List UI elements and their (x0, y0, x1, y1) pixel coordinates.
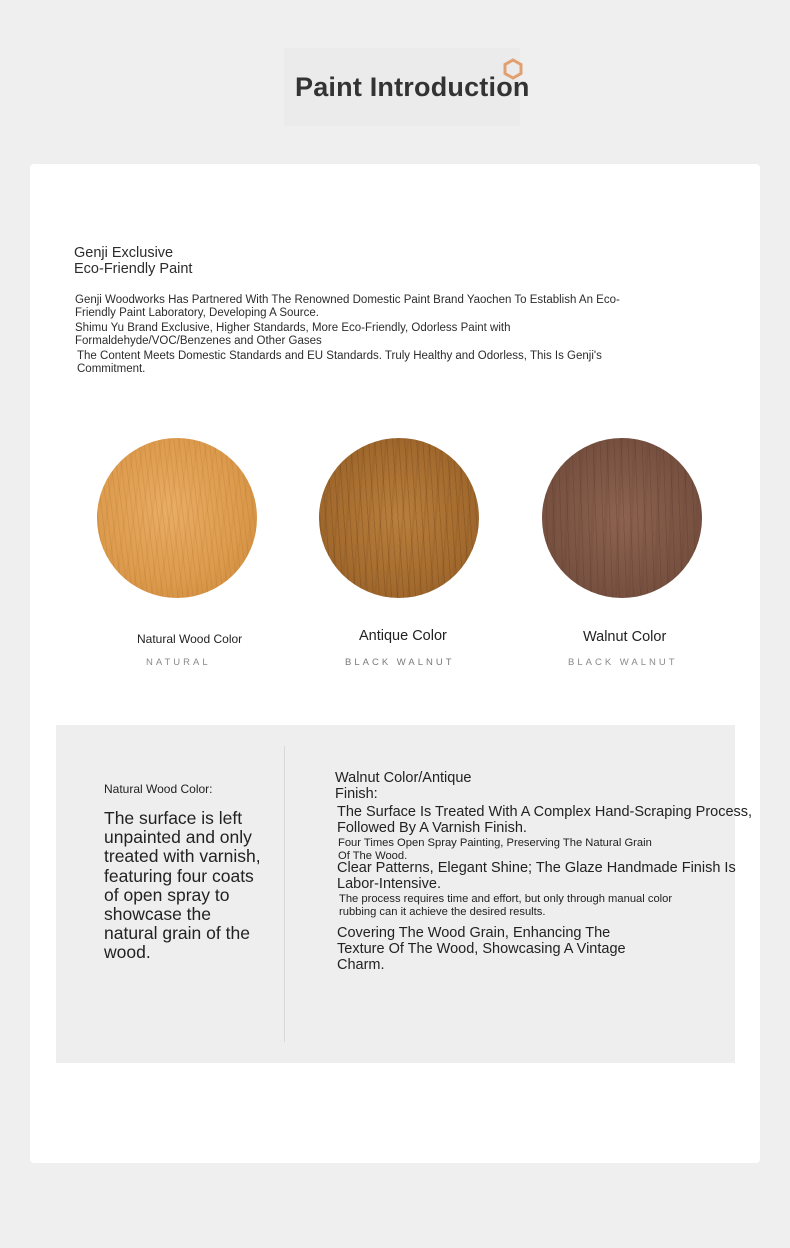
color-name: Walnut Color (583, 629, 667, 645)
color-subtitle: NATURAL (146, 657, 211, 668)
finish-left-description: The surface is left unpainted and only treated with varnish, featuring four coats of open spray to showcase the natural grain of the wood. (104, 808, 261, 963)
finish-left-label: Natural Wood Color: (104, 782, 213, 796)
finish-right-line: Clear Patterns, Elegant Shine; The Glaze Handmade Finish Is Labor-Intensive. (337, 860, 736, 892)
antique-swatch (319, 438, 479, 598)
color-name: Natural Wood Color (137, 632, 243, 646)
intro-paragraph: Genji Woodworks Has Partnered With The Renowned Domestic Paint Brand Yaochen To Establish An Eco-Friendly Paint Laboratory, Developing A Source. (75, 294, 620, 319)
natural-wood-swatch (97, 438, 257, 598)
walnut-swatch (542, 438, 702, 598)
intro-paragraph: Shimu Yu Brand Exclusive, Higher Standards, More Eco-Friendly, Odorless Paint with Formaldehyde/VOC/Benzenes and Other Gases (75, 322, 511, 347)
page-title: Paint Introduction (295, 72, 530, 102)
intro-paragraph: The Content Meets Domestic Standards and EU Standards. Truly Healthy and Odorless, This Is Genji's Commitment. (77, 350, 602, 375)
color-name: Antique Color (359, 628, 447, 644)
finish-right-line: Four Times Open Spray Painting, Preserving The Natural Grain Of The Wood. (338, 837, 652, 862)
divider (284, 746, 285, 1042)
intro-title (74, 245, 192, 277)
color-subtitle: BLACK WALNUT (345, 657, 455, 668)
finish-right-line: The Surface Is Treated With A Complex Hand-Scraping Process, Followed By A Varnish Finish. (337, 804, 753, 836)
hexagon-icon (502, 58, 524, 80)
color-subtitle: BLACK WALNUT (568, 657, 678, 668)
finish-right-line: The process requires time and effort, but only through manual color rubbing can it achieve the desired results. (339, 893, 673, 918)
finish-right-line: Covering The Wood Grain, Enhancing The Texture Of The Wood, Showcasing A Vintage Charm. (337, 925, 626, 973)
finish-right-title: Walnut Color/Antique Finish: (335, 770, 472, 802)
intro-title-line: Eco-Friendly Paint (74, 261, 193, 277)
intro-title-line: Genji Exclusive (74, 245, 174, 261)
